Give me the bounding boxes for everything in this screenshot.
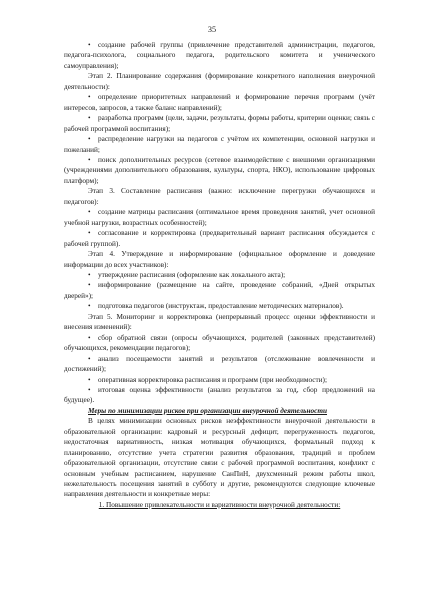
paragraph: В целях минимизации основных рисков неэффективности внеурочной деятельности в образовательной организации: кадровый и ресурсный дефицит, перегруженность педагогов, недостаточная вариативность, низкая мотивация обучающихся, формальный подход к планированию, отсутствие учета стратегии развития образования, традиций и проблем образовательной организации, отсутствие связи с рабочей программой воспитания, конфликт с основным учебным расписанием, нарушение СанПиН, двухсменный режим работы школ, нежелательность посещения занятий в субботу и другие, рекомендуются следующие ключевые направления деятельности и конкретные меры: xyxy=(64,417,375,499)
section-heading-text: Меры по минимизации рисков при организации внеурочной деятельности xyxy=(88,406,328,415)
bullet-marker: • xyxy=(88,93,91,102)
bullet-item xyxy=(64,207,375,228)
bullet-item xyxy=(64,92,375,113)
bullet-marker: • xyxy=(88,155,91,164)
bullet-marker: • xyxy=(88,114,91,123)
bullet-marker: • xyxy=(88,135,91,144)
bullet-item xyxy=(64,333,375,354)
bullet-text: поиск дополнительных ресурсов (сетевое взаимодействие с внешними организациями (учреждениями дополнительного образования, культуры, спорта, НКО), использование цифровых платформ); xyxy=(64,155,375,185)
bullet-marker: • xyxy=(88,302,91,311)
bullet-item xyxy=(64,228,375,249)
bullet-marker: • xyxy=(88,333,91,342)
bullet-text: распределение нагрузки на педагогов с учётом их компетенции, основной нагрузки и пожеланий; xyxy=(64,135,375,154)
bullet-text: анализ посещаемости занятий и результатов (отслеживание вовлеченности и достижений); xyxy=(64,354,375,374)
paragraph: Этап 3. Составление расписания (важно: исключение перегрузки обучающихся и педагогов): xyxy=(64,187,375,206)
bullet-item xyxy=(64,270,375,280)
bullet-text: подготовка педагогов (инструктаж, предоставление методических материалов). xyxy=(98,302,344,311)
bullet-text: разработка программ (цели, задачи, результаты, формы работы, критерии оценки; связь с рабочей программой воспитания); xyxy=(64,114,375,133)
bullet-text: итоговая оценка эффективности (анализ результатов за год, сбор предложений на будущее). xyxy=(64,385,375,405)
bullet-text: сбор обратной связи (опросы обучающихся, родителей (законных представителей) обучающихся, рекомендации педагогов); xyxy=(64,333,375,353)
numbered-subheading xyxy=(64,500,375,510)
bullet-item xyxy=(64,40,375,71)
bullet-item xyxy=(64,375,375,385)
page-body xyxy=(64,40,375,510)
bullet-item xyxy=(64,385,375,406)
bullet-marker: • xyxy=(88,385,91,394)
paragraph: Этап 2. Планирование содержания (формирование конкретного наполнения внеурочной деятельности): xyxy=(64,72,375,91)
bullet-item xyxy=(64,354,375,375)
bullet-text: согласование и корректировка (предварительный вариант расписания обсуждается с рабочей группой). xyxy=(64,229,375,248)
bullet-text: создание рабочей группы (привлечение представителей администрации, педагогов, педагога-психолога, социального педагога, родительского комитета и ученического самоуправления); xyxy=(64,41,375,70)
bullet-item xyxy=(64,280,375,301)
paragraph: Этап 5. Мониторинг и корректировка (непрерывный процесс оценки эффективности и внесения изменений): xyxy=(64,312,375,332)
bullet-text: оперативная корректировка расписания и программ (при необходимости); xyxy=(98,375,327,384)
bullet-text: создание матрицы расписания (оптимальное время проведения занятий, учет основной учебной нагрузки, возрастных особенностей); xyxy=(64,208,375,227)
paragraph: Этап 4. Утверждение и информирование (официальное оформление и доведение информации до всех участников): xyxy=(64,250,375,269)
page-number: 35 xyxy=(207,25,217,34)
bullet-marker: • xyxy=(88,208,91,217)
bullet-marker: • xyxy=(88,41,91,49)
bullet-text: определение приоритетных направлений и формирование перечня программ (учёт интересов, запросов, а также баланс направлений); xyxy=(64,93,375,112)
numbered-subheading-text: 1. Повышение привлекательности и вариативности внеурочной деятельности: xyxy=(98,500,341,509)
bullet-item xyxy=(64,155,375,186)
bullet-text: информирование (размещение на сайте, проведение собраний, «Дней открытых дверей»); xyxy=(64,281,375,300)
bullet-text: утверждение расписания (оформление как локального акта); xyxy=(98,270,286,279)
bullet-marker: • xyxy=(88,281,91,290)
bullet-item xyxy=(64,113,375,134)
bullet-marker: • xyxy=(88,375,91,384)
bullet-marker: • xyxy=(88,354,91,363)
section-heading xyxy=(64,406,375,416)
bullet-marker: • xyxy=(88,270,91,279)
bullet-item xyxy=(64,134,375,155)
bullet-item xyxy=(64,301,375,311)
bullet-marker: • xyxy=(88,229,91,238)
